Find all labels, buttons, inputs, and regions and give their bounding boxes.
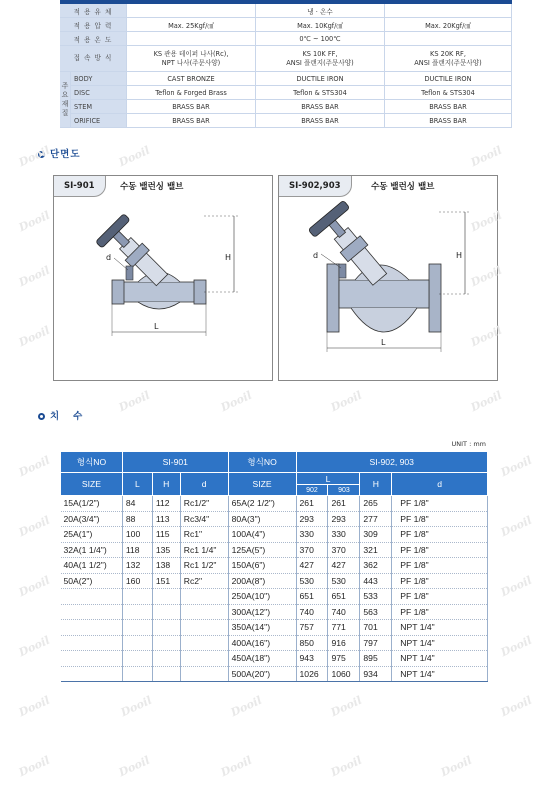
spec-cell: BRASS BAR	[385, 114, 512, 128]
cell-L-901: 118	[122, 542, 152, 558]
spec-cell: Teflon & STS304	[256, 86, 385, 100]
cell-d-901	[180, 620, 228, 636]
watermark-logo: Dooil	[16, 753, 52, 780]
watermark-logo: Dooil	[16, 633, 52, 660]
drawing-code: SI-901	[54, 176, 106, 197]
spec-cell	[127, 4, 256, 18]
cell-d-901	[180, 589, 228, 605]
cell-size-902: 450A(18")	[228, 651, 296, 667]
watermark-logo: Dooil	[468, 263, 504, 290]
watermark-logo: Dooil	[118, 693, 154, 720]
drawing-code: SI-902,903	[279, 176, 352, 197]
spec-cell: Max. 25Kgf/㎠	[127, 18, 256, 32]
cell-H-902: 934	[360, 666, 392, 682]
cell-size-901	[61, 651, 123, 667]
cell-L-903: 1060	[328, 666, 360, 682]
header-si-902-903: SI-902, 903	[296, 452, 487, 473]
spec-cell: CAST BRONZE	[127, 72, 256, 86]
header-902: 902	[296, 485, 328, 496]
watermark-logo: Dooil	[468, 208, 504, 235]
cell-L-902: 370	[296, 542, 328, 558]
cell-L-901	[122, 666, 152, 682]
table-row	[61, 573, 488, 589]
table-row	[61, 511, 488, 527]
cell-size-901	[61, 589, 123, 605]
dim-label-d: d	[313, 251, 319, 260]
cell-H-902: 895	[360, 651, 392, 667]
spec-cell: BRASS BAR	[385, 100, 512, 114]
spec-cell: 0℃ ~ 100℃	[256, 32, 385, 46]
cell-H-901	[152, 635, 180, 651]
section-title: 치 수	[50, 411, 84, 422]
cell-size-902: 400A(16")	[228, 635, 296, 651]
cell-size-901: 50A(2")	[61, 573, 123, 589]
cell-H-902: 533	[360, 589, 392, 605]
cell-d-902: NPT 1/4"	[392, 666, 488, 682]
drawing-si-901	[53, 175, 273, 381]
section-heading-drawing	[38, 146, 81, 160]
cell-L-901: 88	[122, 511, 152, 527]
cell-L-903: 740	[328, 604, 360, 620]
spec-cell: KS 관용 테이퍼 나사(Rc), NPT 나사(주문사양)	[127, 46, 256, 72]
dim-label-H: H	[456, 251, 463, 260]
material-part: STEM	[71, 100, 127, 114]
cell-H-902: 362	[360, 558, 392, 574]
dim-label-L: L	[154, 322, 159, 331]
watermark-logo: Dooil	[16, 208, 52, 235]
cell-d-902: NPT 1/4"	[392, 620, 488, 636]
spec-label: 적 용 유 체	[60, 4, 127, 18]
cell-size-901: 40A(1 1/2")	[61, 558, 123, 574]
cell-L-901	[122, 620, 152, 636]
cell-size-902: 150A(6")	[228, 558, 296, 574]
cell-L-901	[122, 651, 152, 667]
watermark-logo: Dooil	[498, 573, 534, 600]
dim-label-d: d	[106, 253, 112, 262]
cell-L-901: 84	[122, 496, 152, 512]
cell-d-901	[180, 604, 228, 620]
material-part: BODY	[71, 72, 127, 86]
cell-L-902: 757	[296, 620, 328, 636]
watermark-logo: Dooil	[16, 263, 52, 290]
drawing-name: 수동 밸런싱 밸브	[371, 182, 435, 192]
cell-L-901: 160	[122, 573, 152, 589]
header-model-no: 형식NO	[61, 452, 123, 473]
cell-d-901: Rc1 1/4"	[180, 542, 228, 558]
watermark-logo: Dooil	[228, 693, 264, 720]
cell-d-901: Rc1"	[180, 527, 228, 543]
cell-d-901: Rc2"	[180, 573, 228, 589]
cell-d-901	[180, 666, 228, 682]
material-group-label: 주 요 재 질	[60, 72, 71, 128]
cell-d-901: Rc1/2"	[180, 496, 228, 512]
cell-L-903: 427	[328, 558, 360, 574]
cell-H-901: 138	[152, 558, 180, 574]
cell-L-903: 530	[328, 573, 360, 589]
watermark-logo: Dooil	[16, 573, 52, 600]
watermark-logo: Dooil	[498, 633, 534, 660]
cell-size-902: 200A(8")	[228, 573, 296, 589]
cell-size-902: 80A(3")	[228, 511, 296, 527]
table-row	[61, 635, 488, 651]
cell-H-902: 309	[360, 527, 392, 543]
cell-H-901: 115	[152, 527, 180, 543]
cell-L-902: 293	[296, 511, 328, 527]
cell-size-902: 500A(20")	[228, 666, 296, 682]
cell-H-901: 112	[152, 496, 180, 512]
cell-d-902: PF 1/8"	[392, 604, 488, 620]
cell-d-901	[180, 635, 228, 651]
dimension-table	[60, 451, 488, 682]
cell-size-901	[61, 666, 123, 682]
valve-drawing-flanged	[279, 176, 497, 380]
dim-label-L: L	[381, 338, 386, 347]
spec-cell: Max. 10Kgf/㎠	[256, 18, 385, 32]
table-row	[61, 558, 488, 574]
watermark-logo: Dooil	[328, 388, 364, 415]
cell-d-902: PF 1/8"	[392, 558, 488, 574]
header-d: d	[180, 473, 228, 496]
spec-cell	[385, 4, 512, 18]
cell-size-901: 25A(1")	[61, 527, 123, 543]
cell-size-901	[61, 604, 123, 620]
spec-cell	[385, 32, 512, 46]
section-title: 단면도	[50, 149, 81, 160]
spec-cell: BRASS BAR	[127, 114, 256, 128]
cell-H-902: 701	[360, 620, 392, 636]
material-part: ORIFICE	[71, 114, 127, 128]
cell-d-901	[180, 651, 228, 667]
cell-H-902: 443	[360, 573, 392, 589]
cell-L-903: 771	[328, 620, 360, 636]
watermark-logo: Dooil	[16, 323, 52, 350]
cell-H-902: 277	[360, 511, 392, 527]
cell-d-902: NPT 1/4"	[392, 635, 488, 651]
watermark-logo: Dooil	[116, 143, 152, 170]
watermark-logo: Dooil	[328, 693, 364, 720]
cell-L-902: 530	[296, 573, 328, 589]
table-row	[61, 527, 488, 543]
cell-size-901: 32A(1 1/4")	[61, 542, 123, 558]
cell-L-901: 132	[122, 558, 152, 574]
cell-H-901	[152, 666, 180, 682]
cell-L-903: 975	[328, 651, 360, 667]
dimension-table-body	[61, 496, 488, 682]
table-row	[61, 589, 488, 605]
table-row	[61, 651, 488, 667]
cell-L-902: 943	[296, 651, 328, 667]
cell-H-901	[152, 589, 180, 605]
header-si-901: SI-901	[122, 452, 228, 473]
cell-H-902: 265	[360, 496, 392, 512]
watermark-logo: Dooil	[16, 693, 52, 720]
header-d: d	[392, 473, 488, 496]
header-H: H	[152, 473, 180, 496]
spec-cell: Teflon & STS304	[385, 86, 512, 100]
spec-cell	[127, 32, 256, 46]
header-size: SIZE	[228, 473, 296, 496]
watermark-logo: Dooil	[116, 388, 152, 415]
unit-label: UNIT : mm	[451, 440, 486, 448]
watermark-logo: Dooil	[116, 753, 152, 780]
cell-L-903: 651	[328, 589, 360, 605]
spec-cell: BRASS BAR	[127, 100, 256, 114]
cell-H-901	[152, 620, 180, 636]
cell-size-902: 125A(5")	[228, 542, 296, 558]
cell-d-902: PF 1/8"	[392, 589, 488, 605]
watermark-logo: Dooil	[16, 453, 52, 480]
spec-cell: KS 10K FF, ANSI 플랜지(주문사양)	[256, 46, 385, 72]
cell-L-902: 651	[296, 589, 328, 605]
cell-H-901: 113	[152, 511, 180, 527]
watermark-logo: Dooil	[218, 388, 254, 415]
table-row	[61, 496, 488, 512]
cell-d-902: PF 1/8"	[392, 573, 488, 589]
table-row	[61, 620, 488, 636]
cell-d-902: NPT 1/4"	[392, 651, 488, 667]
header-L: L	[122, 473, 152, 496]
cell-size-902: 250A(10")	[228, 589, 296, 605]
spec-cell: 냉 · 온수	[256, 4, 385, 18]
watermark-logo: Dooil	[218, 753, 254, 780]
cell-L-901: 100	[122, 527, 152, 543]
cell-d-901: Rc1 1/2"	[180, 558, 228, 574]
cell-H-902: 797	[360, 635, 392, 651]
cell-size-902: 350A(14")	[228, 620, 296, 636]
watermark-logo: Dooil	[468, 323, 504, 350]
watermark-logo: Dooil	[438, 753, 474, 780]
cell-H-901: 135	[152, 542, 180, 558]
header-size: SIZE	[61, 473, 123, 496]
cell-size-902: 300A(12")	[228, 604, 296, 620]
cell-size-901: 15A(1/2")	[61, 496, 123, 512]
cell-size-901: 20A(3/4")	[61, 511, 123, 527]
cell-H-901	[152, 651, 180, 667]
table-row	[61, 604, 488, 620]
cell-d-902: PF 1/8"	[392, 542, 488, 558]
spec-cell: DUCTILE IRON	[385, 72, 512, 86]
cell-d-902: PF 1/8"	[392, 511, 488, 527]
dim-label-H: H	[225, 253, 232, 262]
cell-L-902: 330	[296, 527, 328, 543]
cell-L-902: 427	[296, 558, 328, 574]
watermark-logo: Dooil	[328, 753, 364, 780]
drawing-name: 수동 밸런싱 밸브	[120, 182, 184, 192]
watermark-logo: Dooil	[468, 143, 504, 170]
spec-cell: KS 20K RF, ANSI 플랜지(주문사양)	[385, 46, 512, 72]
spec-cell: DUCTILE IRON	[256, 72, 385, 86]
cell-L-901	[122, 604, 152, 620]
table-row	[61, 666, 488, 682]
cell-size-902: 100A(4")	[228, 527, 296, 543]
cell-d-902: PF 1/8"	[392, 527, 488, 543]
valve-drawing-small	[54, 176, 272, 380]
watermark-logo: Dooil	[16, 143, 52, 170]
watermark-logo: Dooil	[16, 513, 52, 540]
watermark-logo: Dooil	[468, 388, 504, 415]
spec-cell: BRASS BAR	[256, 100, 385, 114]
cell-d-901: Rc3/4"	[180, 511, 228, 527]
cell-d-902: PF 1/8"	[392, 496, 488, 512]
spec-label: 접 속 방 식	[60, 46, 127, 72]
cell-L-901	[122, 589, 152, 605]
cell-size-901	[61, 635, 123, 651]
spec-cell: Teflon & Forged Brass	[127, 86, 256, 100]
spec-table	[60, 0, 512, 128]
header-model-no: 형식NO	[228, 452, 296, 473]
cell-L-903: 370	[328, 542, 360, 558]
header-H: H	[360, 473, 392, 496]
cell-H-902: 563	[360, 604, 392, 620]
cell-L-903: 330	[328, 527, 360, 543]
cell-L-903: 261	[328, 496, 360, 512]
header-903: 903	[328, 485, 360, 496]
cell-L-903: 916	[328, 635, 360, 651]
watermark-logo: Dooil	[498, 453, 534, 480]
drawing-si-902-903	[278, 175, 498, 381]
cell-L-902: 740	[296, 604, 328, 620]
cell-L-901	[122, 635, 152, 651]
spec-label: 적 용 압 력	[60, 18, 127, 32]
cell-H-901	[152, 604, 180, 620]
cell-size-901	[61, 620, 123, 636]
cell-size-902: 65A(2 1/2")	[228, 496, 296, 512]
spec-cell: BRASS BAR	[256, 114, 385, 128]
table-row	[61, 542, 488, 558]
section-heading-dimensions	[38, 408, 83, 422]
watermark-logo: Dooil	[498, 513, 534, 540]
cell-L-902: 850	[296, 635, 328, 651]
watermark-logo: Dooil	[498, 693, 534, 720]
spec-cell: Max. 20Kgf/㎠	[385, 18, 512, 32]
cell-L-903: 293	[328, 511, 360, 527]
cell-L-902: 261	[296, 496, 328, 512]
cell-L-902: 1026	[296, 666, 328, 682]
cell-H-902: 321	[360, 542, 392, 558]
spec-label: 적 용 온 도	[60, 32, 127, 46]
bullet-icon	[38, 151, 45, 158]
header-L: L	[296, 473, 360, 485]
cell-H-901: 151	[152, 573, 180, 589]
material-part: DISC	[71, 86, 127, 100]
bullet-icon	[38, 413, 45, 420]
